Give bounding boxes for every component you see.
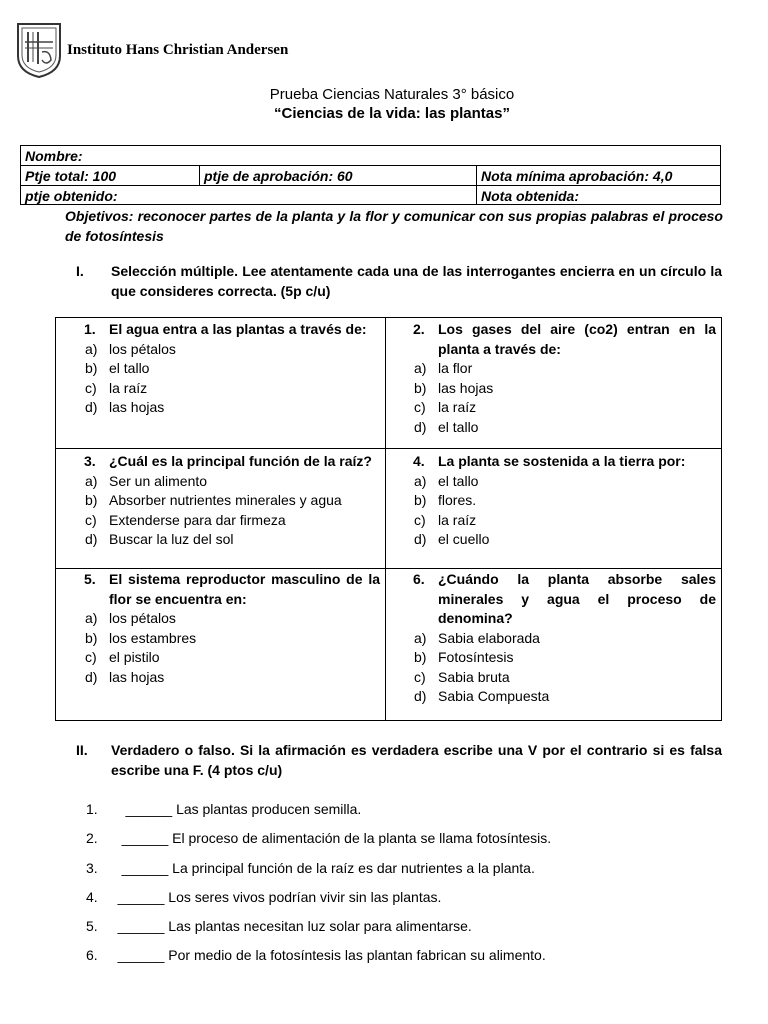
- question-stem: El sistema reproductor masculino de la flor se encuentra en:: [109, 571, 380, 607]
- total-score-label: Ptje total: 100: [25, 168, 117, 184]
- option-b[interactable]: b) Fotosíntesis: [414, 649, 514, 665]
- question-5: 5. El sistema reproductor masculino de la flor se encuentra en: a) los pétalos b) los estambres c) el pistilo d) las hojas: [56, 570, 380, 687]
- option-a[interactable]: a) los pétalos: [85, 340, 176, 357]
- tf-item-4: 4. ______ Los seres vivos podrían vivir sin las plantas.: [86, 889, 442, 905]
- objectives: Objetivos: reconocer partes de la planta y la flor y comunicar con sus propias palabras el proceso de fotosíntesis: [65, 208, 723, 244]
- school-logo: [16, 22, 62, 78]
- question-stem: ¿Cuál es la principal función de la raíz?: [109, 453, 372, 469]
- answer-blank[interactable]: ______: [117, 889, 165, 905]
- option-d[interactable]: d) las hojas: [85, 399, 165, 415]
- answer-blank[interactable]: ______: [121, 830, 169, 846]
- option-b[interactable]: b) las hojas: [414, 379, 494, 396]
- question-6: 6. ¿Cuándo la planta absorbe sales minerales y agua el proceso de denomina? a) Sabia elaborada b) Fotosíntesis c) Sabia bruta d) Sabia Compuesta: [385, 570, 716, 707]
- answer-blank[interactable]: ______: [121, 860, 169, 876]
- section-number: I.: [76, 263, 84, 279]
- obtained-grade-label: Nota obtenida:: [481, 188, 579, 204]
- option-d[interactable]: d) las hojas: [85, 668, 165, 685]
- option-b[interactable]: b) el tallo: [85, 360, 150, 376]
- option-d[interactable]: d) Buscar la luz del sol: [85, 531, 234, 547]
- question-1: 1. El agua entra a las plantas a través de: a) los pétalos b) el tallo c) la raíz d) las hojas: [56, 320, 380, 418]
- section-instructions: Verdadero o falso. Si la afirmación es verdadera escribe una V por el contrario si es falsa escribe una F. (4 ptos c/u): [111, 742, 722, 778]
- option-d[interactable]: d) Sabia Compuesta: [414, 688, 550, 704]
- answer-blank[interactable]: ______: [117, 947, 165, 963]
- option-a[interactable]: a) el tallo: [414, 472, 479, 489]
- question-stem: ¿Cuándo la planta absorbe sales minerales y agua el proceso de denomina?: [438, 571, 716, 626]
- min-grade-label: Nota mínima aprobación: 4,0: [481, 168, 673, 184]
- section-number: II.: [76, 742, 88, 758]
- tf-item-5: 5. ______ Las plantas necesitan luz solar para alimentarse.: [86, 918, 472, 934]
- obtained-score-label: ptje obtenido:: [25, 188, 118, 204]
- test-title: Prueba Ciencias Naturales 3° básico: [269, 86, 515, 103]
- name-field-label: Nombre:: [25, 148, 83, 164]
- answer-blank[interactable]: ______: [117, 918, 165, 934]
- option-b[interactable]: b) los estambres: [85, 629, 197, 646]
- passing-score-label: ptje de aprobación: 60: [204, 168, 353, 184]
- option-d[interactable]: d) el cuello: [414, 531, 490, 547]
- answer-blank[interactable]: ______: [125, 801, 173, 817]
- option-c[interactable]: c) la raíz: [414, 399, 477, 415]
- question-stem: El agua entra a las plantas a través de:: [109, 321, 367, 337]
- option-c[interactable]: c) Sabia bruta: [414, 668, 510, 685]
- option-c[interactable]: c) el pistilo: [85, 649, 160, 665]
- question-4: 4. La planta se sostenida a la tierra por: a) el tallo b) flores. c) la raíz d) el cuello: [385, 452, 716, 550]
- question-stem: La planta se sostenida a la tierra por:: [438, 453, 686, 469]
- option-a[interactable]: a) los pétalos: [85, 610, 176, 626]
- question-stem: Los gases del aire (co2) entran en la planta a través de:: [438, 321, 716, 357]
- student-info-table: [20, 145, 721, 205]
- question-3: 3. ¿Cuál es la principal función de la raíz? a) Ser un alimento b) Absorber nutrientes minerales y agua c) Extenderse para dar firmeza d) Buscar la luz del sol: [56, 452, 380, 550]
- tf-item-1: 1. ______ Las plantas producen semilla.: [86, 801, 362, 817]
- school-name: Instituto Hans Christian Andersen: [67, 42, 289, 58]
- option-a[interactable]: a) la flor: [414, 360, 473, 376]
- test-subtitle: “Ciencias de la vida: las plantas”: [274, 105, 510, 122]
- option-c[interactable]: c) la raíz: [414, 511, 477, 528]
- option-b[interactable]: b) Absorber nutrientes minerales y agua: [85, 492, 342, 508]
- option-b[interactable]: b) flores.: [414, 492, 477, 508]
- question-2: 2. Los gases del aire (co2) entran en la planta a través de: a) la flor b) las hojas c) la raíz d) el tallo: [385, 320, 716, 437]
- tf-item-6: 6. ______ Por medio de la fotosíntesis las plantan fabrican su alimento.: [86, 947, 546, 963]
- option-d[interactable]: d) el tallo: [414, 418, 479, 435]
- section-instructions: Selección múltiple. Lee atentamente cada una de las interrogantes encierra en un círculo la que consideres correcta. (5p c/u): [111, 263, 722, 299]
- tf-item-2: 2. ______ El proceso de alimentación de la planta se llama fotosíntesis.: [86, 830, 552, 846]
- option-c[interactable]: c) la raíz: [85, 379, 148, 396]
- option-a[interactable]: a) Sabia elaborada: [414, 629, 540, 646]
- tf-item-3: 3. ______ La principal función de la raíz es dar nutrientes a la planta.: [86, 860, 535, 876]
- option-c[interactable]: c) Extenderse para dar firmeza: [85, 511, 286, 528]
- option-a[interactable]: a) Ser un alimento: [85, 472, 208, 489]
